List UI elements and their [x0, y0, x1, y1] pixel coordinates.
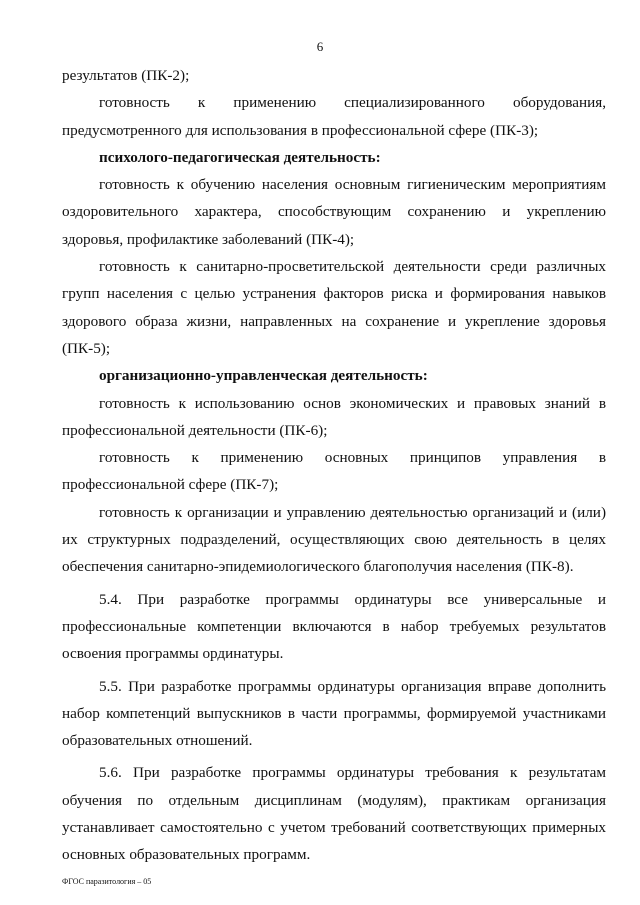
paragraph-pk8: готовность к организации и управлению деятельностью организаций и (или) их структурных подразделений, осуществляющих свою деятельность в целях обеспечения санитарно-эпидемиологического благополучия населения (ПК-8).	[62, 503, 606, 576]
paragraph-pk7: готовность к применению основных принципов управления в профессиональной сфере (ПК-7);	[62, 449, 606, 494]
footer-doc-id: ФГОС паразитология – 05	[62, 877, 152, 886]
clause-5-6: 5.6. При разработке программы ординатуры требования к результатам обучения по отдельным дисциплинам (модулям), практикам организация устанавливает самостоятельно с учетом требований соответствующих примерных основных образовательных программ.	[62, 764, 606, 864]
paragraph-pk5: готовность к санитарно-просветительской деятельности среди различных групп населения с целью устранения факторов риска и формирования навыков здорового образа жизни, направленных на сохранение и укрепление здоровья (ПК-5);	[62, 258, 606, 357]
paragraph-pk3: готовность к применению специализированного оборудования, предусмотренного для использования в профессиональной сфере (ПК-3);	[62, 94, 606, 139]
clause-5-5: 5.5. При разработке программы ординатуры организация вправе дополнить набор компетенций выпускников в части программы, формируемой участниками образовательных отношений.	[62, 677, 606, 750]
document-body	[62, 62, 606, 869]
section-heading-org-management: организационно-управленческая деятельность:	[99, 367, 428, 385]
clause-5-4: 5.4. При разработке программы ординатуры все универсальные и профессиональные компетенции включаются в набор требуемых результатов освоения программы ординатуры.	[62, 590, 606, 663]
section-heading-psych-pedagogical: психолого-педагогическая деятельность:	[99, 148, 381, 166]
paragraph-pk2-continuation: результатов (ПК-2);	[62, 67, 190, 84]
paragraph-pk6: готовность к использованию основ экономических и правовых знаний в профессиональной деятельности (ПК-6);	[62, 394, 606, 439]
paragraph-pk4: готовность к обучению населения основным гигиеническим мероприятиям оздоровительного характера, способствующим сохранению и укреплению здоровья, профилактике заболеваний (ПК-4);	[62, 176, 606, 248]
page-number: 6	[316, 39, 324, 54]
